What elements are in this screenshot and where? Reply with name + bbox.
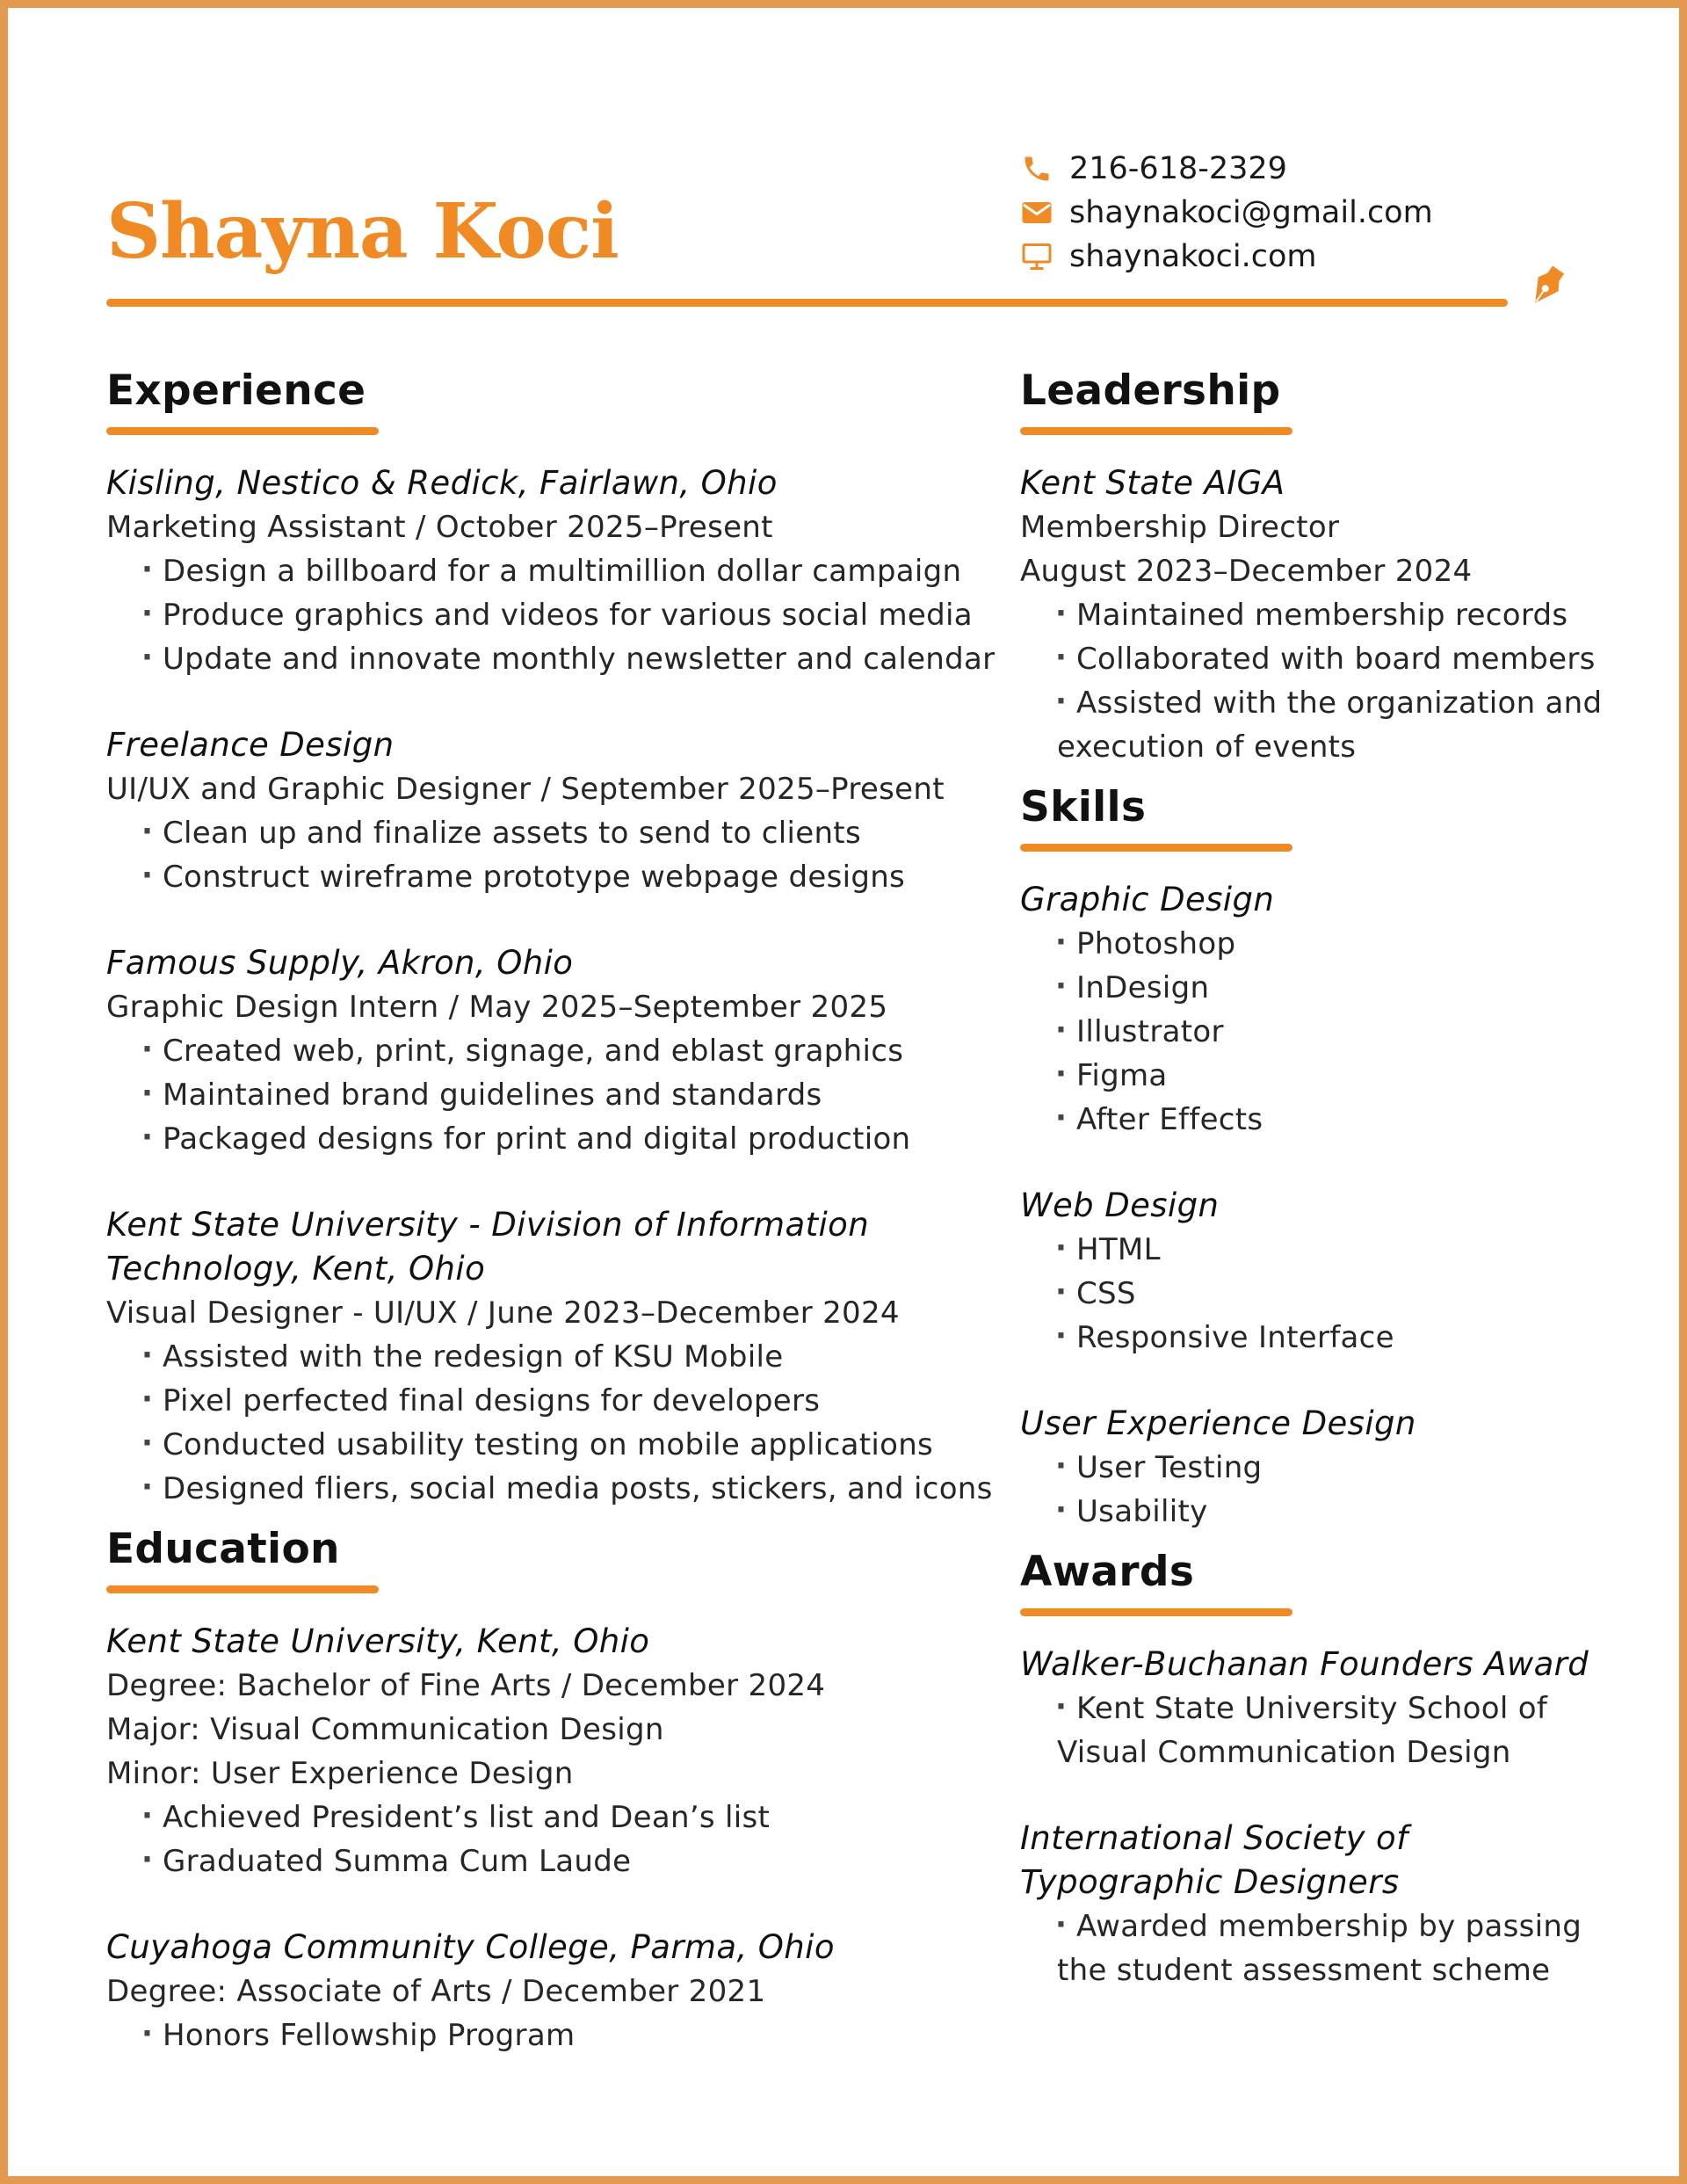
header-divider [106,299,1508,307]
website-url[interactable]: shaynakoci.com [1069,238,1317,274]
entry-organization: Famous Supply, Akron, Ohio [106,944,574,982]
contact-phone [1020,147,1433,191]
entry-organization-continued: Technology, Kent, Ohio [106,1250,486,1288]
award-entry [1020,1643,1635,1774]
skill-group-title: Web Design [1020,1186,1220,1224]
email-address[interactable]: shaynakoci@gmail.com [1069,194,1433,230]
skill-group-title: User Experience Design [1020,1404,1416,1442]
award-name: Walker-Buchanan Founders Award [1020,1645,1589,1683]
bullet-item: · Created web, print, signage, and eblast graphics [106,1029,1003,1073]
section-title-awards: Awards [1020,1548,1195,1596]
monitor-icon [1020,240,1053,273]
award-name-continued: Typographic Designers [1020,1863,1400,1901]
entry-dates: August 2023–December 2024 [1020,554,1473,589]
skill-item: · CSS [1020,1272,1635,1316]
entry-role: Visual Designer - UI/UX / June 2023–December 2024 [106,1295,900,1331]
experience-entry [106,461,1003,681]
education-entry [106,1926,1003,2057]
bullet-item: · Achieved President’s list and Dean’s list [106,1796,1003,1839]
skill-item: · Photoshop [1020,922,1635,966]
contact-website [1020,235,1433,279]
bullet-item: · Collaborated with board members [1020,637,1635,681]
entry-role: Graphic Design Intern / May 2025–September 2025 [106,990,888,1025]
skill-group [1020,878,1635,1142]
bullet-item-continued: Visual Communication Design [1057,1735,1511,1770]
skill-group-title: Graphic Design [1020,881,1275,918]
pen-nib-icon [1521,259,1574,312]
bullet-item: · Update and innovate monthly newsletter and calendar [106,637,1003,681]
section-title-skills: Skills [1020,783,1147,831]
experience-entry [106,1203,1003,1511]
education-entry [106,1620,1003,1883]
bullet-item: · Design a billboard for a multimillion dollar campaign [106,549,1003,593]
experience-entry [106,941,1003,1161]
bullet-item: · Conducted usability testing on mobile applications [106,1423,1003,1467]
phone-icon [1020,152,1053,185]
entry-organization: Kent State AIGA [1020,464,1285,502]
entry-major: Major: Visual Communication Design [106,1712,664,1747]
skill-item: · Responsive Interface [1020,1316,1635,1360]
award-entry [1020,1817,1635,1992]
entry-degree: Degree: Associate of Arts / December 2021 [106,1974,766,2009]
bullet-item: · Construct wireframe prototype webpage designs [106,855,1003,899]
bullet-item: · Graduated Summa Cum Laude [106,1839,1003,1883]
contact-block [1020,147,1433,279]
right-column [1020,366,1635,1992]
bullet-item: · Clean up and finalize assets to send to clients [106,811,1003,855]
section-underline [106,427,379,435]
section-title-leadership: Leadership [1020,366,1281,415]
award-name: International Society of [1020,1819,1408,1857]
bullet-item: · Packaged designs for print and digital production [106,1117,1003,1161]
skill-group [1020,1402,1635,1534]
skill-item: · Illustrator [1020,1010,1635,1054]
bullet-item: · Maintained brand guidelines and standards [106,1073,1003,1117]
bullet-item: · Produce graphics and videos for various social media [106,593,1003,637]
bullet-item: · Awarded membership by passing [1020,1905,1635,1948]
section-underline [1020,844,1292,852]
skill-item: · After Effects [1020,1098,1635,1142]
skill-item: · User Testing [1020,1446,1635,1490]
entry-role: Membership Director [1020,510,1340,545]
entry-minor: Minor: User Experience Design [106,1756,574,1791]
left-column [106,366,1003,2057]
bullet-item: · Kent State University School of [1020,1687,1635,1731]
bullet-item: · Designed fliers, social media posts, stickers, and icons [106,1467,1003,1511]
entry-organization: Kent State University - Division of Information [106,1206,870,1244]
bullet-item: · Pixel perfected final designs for developers [106,1379,1003,1423]
section-title-experience: Experience [106,366,366,415]
bullet-item-continued: the student assessment scheme [1057,1953,1551,1988]
entry-organization: Kisling, Nestico & Redick, Fairlawn, Ohio [106,464,778,502]
entry-organization: Freelance Design [106,726,395,764]
entry-degree: Degree: Bachelor of Fine Arts / December 2024 [106,1668,826,1703]
section-underline [106,1585,379,1593]
experience-entry [106,723,1003,899]
section-underline [1020,1608,1292,1616]
entry-role: Marketing Assistant / October 2025–Present [106,510,773,545]
candidate-name: Shayna Koci [106,187,619,276]
entry-institution: Kent State University, Kent, Ohio [106,1622,650,1660]
bullet-item: · Honors Fellowship Program [106,2013,1003,2057]
bullet-item-continued: execution of events [1057,729,1357,765]
entry-institution: Cuyahoga Community College, Parma, Ohio [106,1928,835,1966]
skill-group [1020,1184,1635,1360]
entry-role: UI/UX and Graphic Designer / September 2025–Present [106,772,945,807]
skill-item: · Usability [1020,1490,1635,1534]
leadership-entry [1020,461,1635,769]
skill-item: · HTML [1020,1228,1635,1272]
bullet-item: · Maintained membership records [1020,593,1635,637]
bullet-item: · Assisted with the redesign of KSU Mobile [106,1335,1003,1379]
section-underline [1020,427,1292,435]
bullet-item: · Assisted with the organization and [1020,681,1635,725]
section-title-education: Education [106,1525,340,1573]
phone-number[interactable]: 216-618-2329 [1069,150,1287,186]
skill-item: · Figma [1020,1054,1635,1098]
skill-item: · InDesign [1020,966,1635,1010]
contact-email [1020,191,1433,235]
mail-icon [1020,196,1053,229]
